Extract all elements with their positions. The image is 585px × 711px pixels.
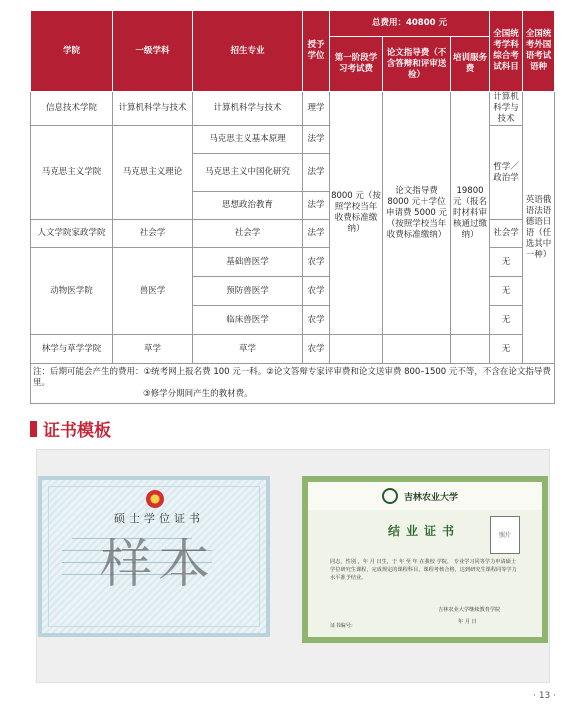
cell-major: 预防兽医学 (193, 277, 303, 306)
cell-discipline: 兽医学 (113, 248, 193, 335)
cell-discipline: 计算机科学与技术 (113, 92, 193, 126)
header-total-fee: 总费用：40800 元 (330, 11, 490, 37)
sample-watermark: 样本 (100, 535, 217, 595)
header-foreign-language: 全国统考外国语考试语种 (523, 11, 555, 92)
cell-major: 马克思主义基本原理 (193, 126, 303, 154)
cell-major: 思想政治教育 (193, 192, 303, 220)
cert-issuer: 吉林农业大学继续教育学院 (438, 607, 501, 613)
cell-major: 马克思主义中国化研究 (193, 154, 303, 192)
cell-degree: 法学 (303, 154, 330, 192)
cert-title: 硕士学位证书 (114, 512, 204, 525)
cell-stage1-fee: 8000 元（按照学校当年收费标准缴纳） (330, 92, 383, 335)
cert-number: 证书编号： (330, 623, 356, 629)
cell-degree: 农学 (303, 277, 330, 306)
header-college: 学院 (31, 11, 113, 92)
cell-college: 马克思主义学院 (31, 126, 113, 220)
cert-title: 结业证书 (388, 524, 461, 538)
completion-certificate (302, 476, 548, 643)
cell-degree: 法学 (303, 192, 330, 220)
fee-note (31, 364, 555, 404)
cert-date: 年 月 日 (458, 619, 477, 625)
header-degree: 授予学位 (303, 11, 330, 92)
cell-degree: 理学 (303, 92, 330, 126)
cell-empty (330, 335, 383, 364)
cell-major: 计算机科学与技术 (193, 92, 303, 126)
cell-unified: 无 (490, 277, 523, 306)
cell-unified: 无 (490, 248, 523, 277)
cell-discipline: 社会学 (113, 220, 193, 248)
header-discipline: 一级学科 (113, 11, 193, 92)
section-title: 证书模板 (43, 421, 111, 441)
cell-degree: 法学 (303, 220, 330, 248)
note-line-1: 注：后期可能会产生的费用：①统考网上报名费 100 元一科。②论文答辩专家评审费和论文送审费 800–1500 元不等，不含在论文指导费里。 (33, 367, 551, 388)
header-thesis-fee: 论文指导费（不含答辩和评审送检） (383, 37, 451, 92)
cell-college: 动物医学院 (31, 248, 113, 335)
section-bar (30, 421, 37, 437)
cell-unified: 哲学／政治学 (490, 126, 523, 220)
cell-thesis-fee: 论文指导费 8000 元＋学位申请费 5000 元（按照学校当年收费标准缴纳） (383, 92, 451, 335)
cell-empty (451, 335, 490, 364)
cell-degree: 法学 (303, 126, 330, 154)
cell-unified: 无 (490, 306, 523, 335)
cell-college: 人文学院家政学院 (31, 220, 113, 248)
header-stage1-fee: 第一阶段学习考试费 (330, 37, 383, 92)
fee-table (30, 10, 555, 404)
university-name: 吉林农业大学 (404, 493, 459, 503)
cell-discipline: 草学 (113, 335, 193, 364)
cell-empty (383, 335, 451, 364)
cell-training-fee: 19800 元（报名时材料审核通过缴纳） (451, 92, 490, 335)
cell-major: 草学 (193, 335, 303, 364)
note-line-2: ③修学分期间产生的教材费。 (143, 389, 253, 399)
page-number: · 13 · (533, 691, 556, 701)
cell-unified: 计算机科学与技术 (490, 92, 523, 126)
cell-major: 临床兽医学 (193, 306, 303, 335)
photo-box (490, 516, 520, 554)
header-major: 招生专业 (193, 11, 303, 92)
cell-discipline: 马克思主义理论 (113, 126, 193, 220)
cell-degree: 农学 (303, 306, 330, 335)
cell-college: 信息技术学院 (31, 92, 113, 126)
cell-college: 林学与草学学院 (31, 335, 113, 364)
cell-foreign: 英语俄语法语德语日语（任选其中一种） (523, 92, 555, 364)
cell-major: 社会学 (193, 220, 303, 248)
section-heading (30, 416, 111, 441)
cell-major: 基础兽医学 (193, 248, 303, 277)
national-emblem-icon (146, 490, 164, 508)
university-logo-icon (382, 488, 398, 504)
cell-unified: 社会学 (490, 220, 523, 248)
cell-degree: 农学 (303, 248, 330, 277)
header-training-fee: 培训服务费 (451, 37, 490, 92)
header-unified-exam: 全国统考学科综合考试科目 (490, 11, 523, 92)
cell-unified: 无 (490, 335, 523, 364)
photo-label: 照片 (498, 532, 511, 539)
cert-body: 同志，性别 ，年 月 日生，于 年 至 年 在我校 学院， 专业学习同等学力申请硕士学位研究生课程，完成规定的课程科目，课程考核合格，达到研究生课程同等学力水平准予结业。 (330, 559, 517, 581)
cell-degree: 农学 (303, 335, 330, 364)
master-degree-certificate (38, 476, 270, 637)
